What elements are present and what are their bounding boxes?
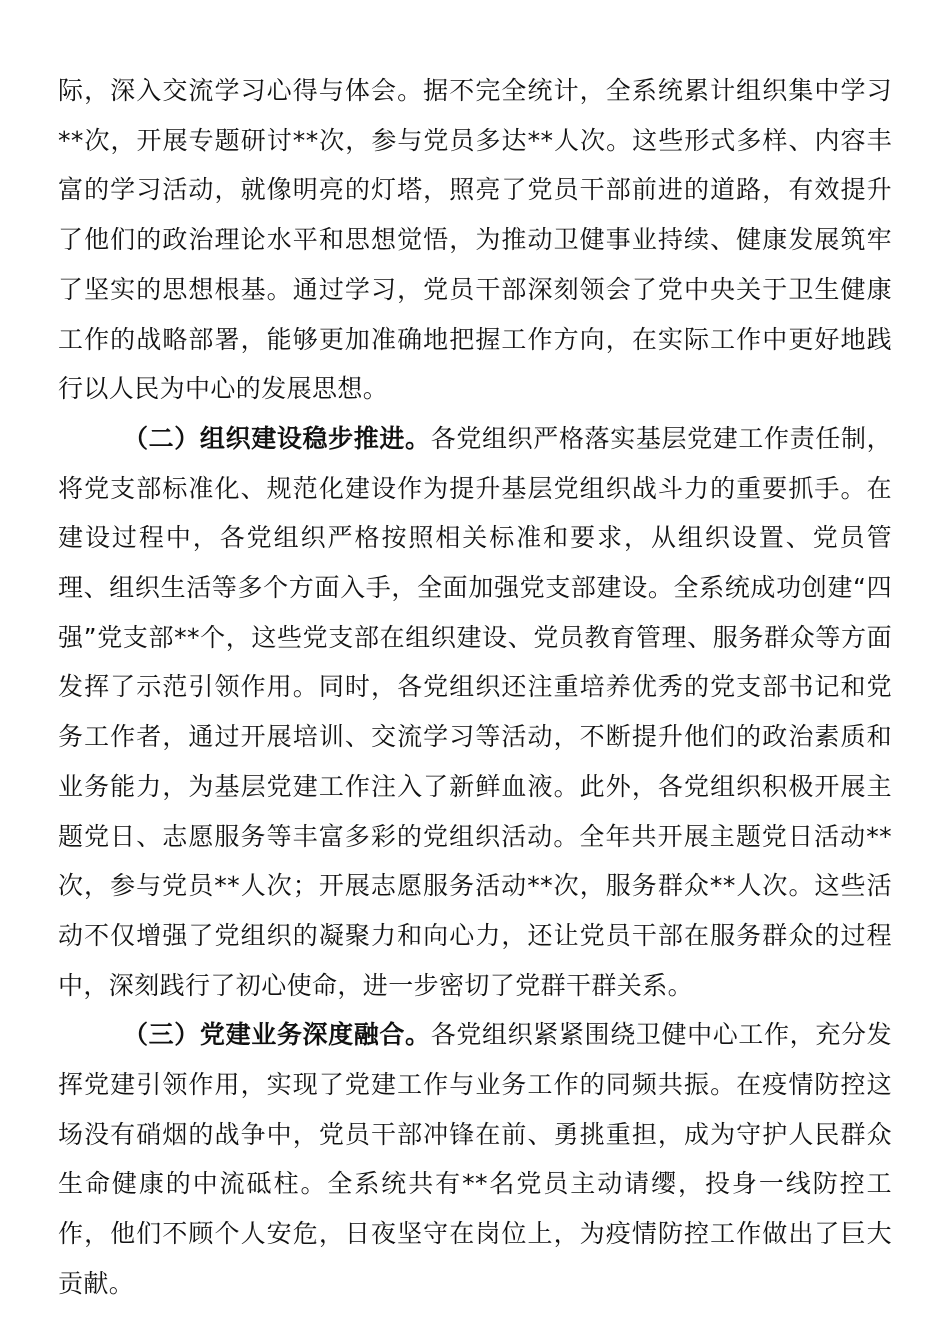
paragraph-party-business-integration [58,1010,892,1308]
section-heading-organization: （二）组织建设稳步推进。 [123,423,431,453]
paragraph-study-continued [58,66,892,414]
document-body [58,66,892,1309]
section-heading-integration: （三）党建业务深度融合。 [123,1020,431,1050]
paragraph-text: 际，深入交流学习心得与体会。据不完全统计，全系统累计组织集中学习**次，开展专题研讨**次，参与党员多达**人次。这些形式多样、内容丰富的学习活动，就像明亮的灯塔，照亮了党员干部前进的道路，有效提升了他们的政治理论水平和思想觉悟，为推动卫健事业持续、健康发展筑牢了坚实的思想根基。通过学习，党员干部深刻领会了党中央关于卫生健康工作的战略部署，能够更加准确地把握工作方向，在实际工作中更好地践行以人民为中心的发展思想。 [58,76,892,404]
paragraph-text: 各党组织严格落实基层党建工作责任制，将党支部标准化、规范化建设作为提升基层党组织战斗力的重要抓手。在建设过程中，各党组织严格按照相关标准和要求，从组织设置、党员管理、组织生活等多个方面入手，全面加强党支部建设。全系统成功创建“四强”党支部**个，这些党支部在组织建设、党员教育管理、服务群众等方面发挥了示范引领作用。同时，各党组织还注重培养优秀的党支部书记和党务工作者，通过开展培训、交流学习等活动，不断提升他们的政治素质和业务能力，为基层党建工作注入了新鲜血液。此外，各党组织积极开展主题党日、志愿服务等丰富多彩的党组织活动。全年共开展主题党日活动**次，参与党员**人次；开展志愿服务活动**次，服务群众**人次。这些活动不仅增强了党组织的凝聚力和向心力，还让党员干部在服务群众的过程中，深刻践行了初心使命，进一步密切了党群干群关系。 [58,423,892,1000]
paragraph-organization-building [58,414,892,1010]
paragraph-text: 各党组织紧紧围绕卫健中心工作，充分发挥党建引领作用，实现了党建工作与业务工作的同频共振。在疫情防控这场没有硝烟的战争中，党员干部冲锋在前、勇挑重担，成为守护人民群众生命健康的中流砥柱。全系统共有**名党员主动请缨，投身一线防控工作，他们不顾个人安危，日夜坚守在岗位上，为疫情防控工作做出了巨大贡献。 [58,1020,892,1298]
